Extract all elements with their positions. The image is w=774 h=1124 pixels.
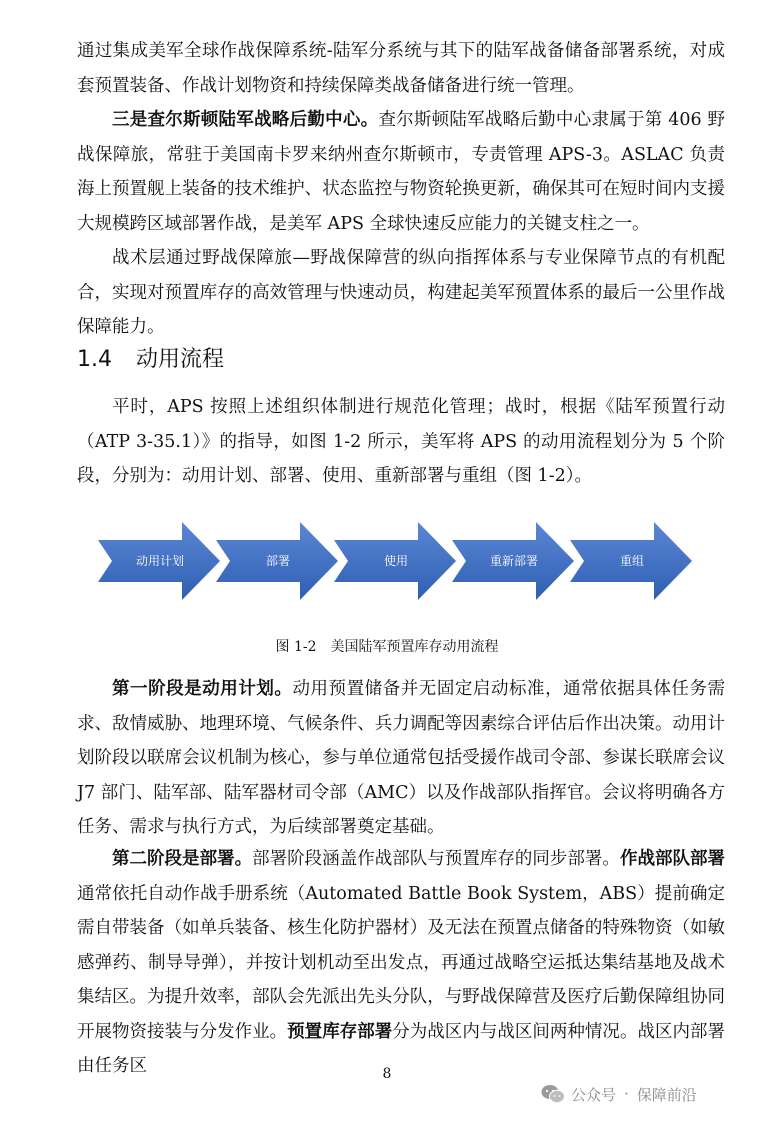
figure-caption (0, 636, 774, 656)
paragraph-bold-term: 预置库存部署 (287, 1021, 393, 1042)
flow-step-label: 部署 (265, 554, 290, 568)
wechat-icon (541, 1084, 565, 1104)
page-number: 8 (382, 1066, 392, 1082)
paragraph-process-intro (77, 390, 725, 494)
paragraph-text: 通常依托自动作战手册系统（Automated Battle Book System，ABS）提前确定需自带装备（如单兵装备、核生化防护器材）及无法在预置点储备的特殊物资（如敏感弹药、制导导弹），并按计划机动至出发点，再通过战略空运抵达集结基地及战术集结区。为提升效率，部队会先派出先头分队，与野战保障营及医疗后勤保障组协同开展物资接装与分发作业。 (77, 883, 725, 1042)
paragraph-text: 通过集成美军全球作战保障系统-陆军分系统与其下的陆军战备储备部署系统，对成套预置装备、作战计划物资和持续保障类战备储备进行统一管理。 (77, 41, 725, 96)
flow-step-label: 重组 (619, 554, 644, 568)
paragraph-text: 分为战区内与战区间两种情况。战区内部署由任务区 (77, 1021, 726, 1076)
section-number: 1.4 (77, 347, 112, 372)
watermark (541, 1080, 697, 1108)
paragraph-aps-systems (77, 34, 725, 103)
paragraph-bold-lead: 三是查尔斯顿陆军战略后勤中心。 (112, 110, 379, 130)
paragraph-text: 部署阶段涵盖作战部队与预置库存的同步部署。 (252, 849, 620, 869)
watermark-prefix: 公众号 (571, 1085, 617, 1104)
paragraph-bold-lead: 第一阶段是动用计划。 (112, 679, 293, 699)
watermark-separator: · (624, 1085, 629, 1103)
figure-label: 图 1-2 (275, 639, 317, 655)
paragraph-text: 平时，APS 按照上述组织体制进行规范化管理；战时，根据《陆军预置行动（ATP 3-35.1）》的指导，如图 1-2 所示，美军将 APS 的动用流程划分为 5 个阶段，分别为：动用计划、部署、使用、重新部署与重组（图 1-2）。 (77, 397, 725, 486)
paragraph-text: 动用预置储备并无固定启动标准，通常依据具体任务需求、敌情威胁、地理环境、气候条件、兵力调配等因素综合评估后作出决策。动用计划阶段以联席会议机制为核心，参与单位通常包括受援作战司令部、参谋长联席会议 J7 部门、陆军部、陆军器材司令部（AMC）以及作战部队指挥官。会议将明确各方任务、需求与执行方式，为后续部署奠定基础。 (77, 679, 726, 837)
section-title: 动用流程 (136, 347, 225, 372)
paragraph-text: 战术层通过野战保障旅—野战保障营的纵向指挥体系与专业保障节点的有机配合，实现对预置库存的高效管理与快速动员，构建起美军预置体系的最后一公里作战保障能力。 (77, 248, 725, 337)
section-heading (77, 342, 224, 373)
paragraph-text: 查尔斯顿陆军战略后勤中心隶属于第 406 野战保障旅，常驻于美国南卡罗来纳州查尔斯顿市，专责管理 APS-3。ASLAC 负责海上预置舰上装备的技术维护、状态监控与物资轮换更新，确保其可在短时间内支援大规模跨区域部署作战，是美军 APS 全球快速反应能力的关键支柱之一。 (77, 110, 726, 234)
paragraph-aslac (77, 103, 725, 241)
paragraph-bold-lead: 第二阶段是部署。 (112, 849, 253, 869)
figure-caption-text: 美国陆军预置库存动用流程 (330, 639, 499, 655)
paragraph-stage-two (77, 842, 725, 1084)
paragraph-stage-one (77, 672, 725, 845)
flow-step-label: 使用 (383, 554, 408, 568)
flow-step-label: 重新部署 (489, 554, 538, 568)
flow-step-label: 动用计划 (135, 554, 184, 568)
paragraph-bold-term: 作战部队部署 (619, 849, 726, 869)
flow-diagram (98, 522, 692, 600)
paragraph-tactical-layer (77, 241, 725, 345)
watermark-name: 保障前沿 (636, 1085, 697, 1104)
